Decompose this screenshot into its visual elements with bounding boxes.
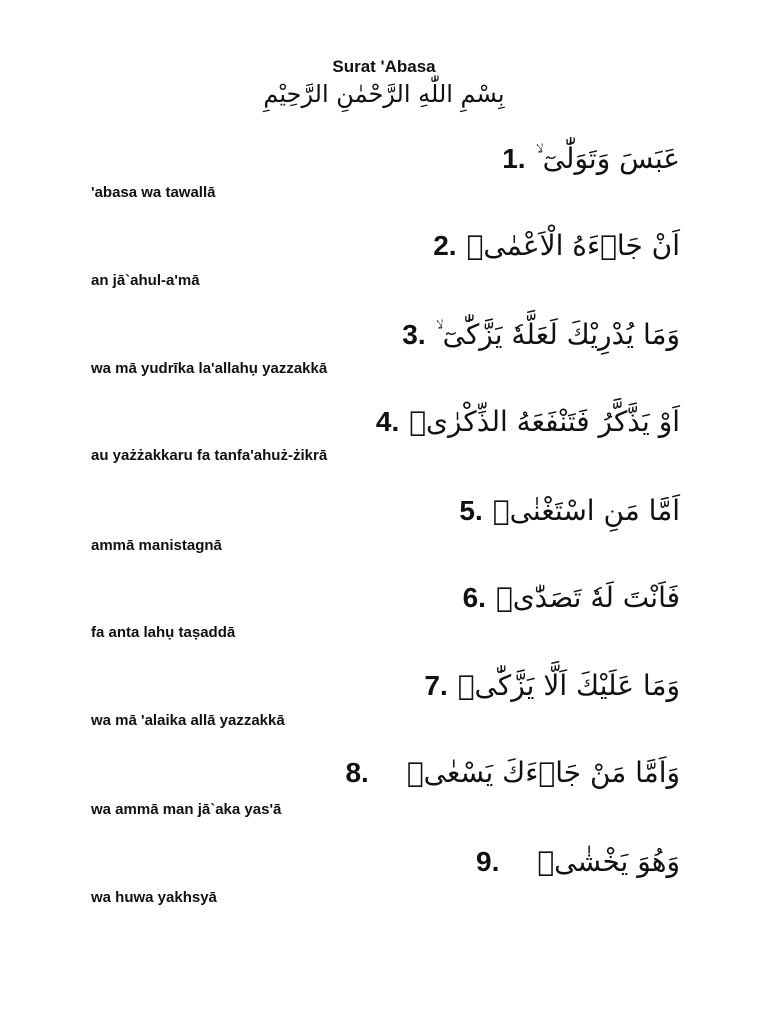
verse-arabic: وَمَا عَلَيْكَ اَلَّا يَزَّكّٰىۗ — [457, 669, 680, 702]
verse-arabic: وَمَا يُدْرِيْكَ لَعَلَّهٗ يَزَّكّٰىٓ ۙ — [435, 318, 680, 351]
verse-transliteration: wa huwa yakhsyā — [91, 889, 217, 906]
verse-number: 7. — [424, 669, 448, 701]
verse-number: 9. — [476, 845, 500, 877]
verse-arabic: اَنْ جَاۤءَهُ الْاَعْمٰىۗ — [466, 229, 680, 262]
verse-arabic: عَبَسَ وَتَوَلّٰىٓ ۙ — [535, 142, 680, 175]
verse-number: 2. — [433, 229, 457, 261]
verse-6 — [463, 581, 680, 614]
verse-transliteration: wa mā 'alaika allā yazzakkā — [91, 712, 285, 729]
verse-transliteration: an jā`ahul-a'mā — [91, 272, 200, 289]
verse-9 — [476, 845, 680, 878]
basmala: بِسْمِ اللّٰهِ الرَّحْمٰنِ الرَّحِيْمِ — [263, 80, 505, 108]
verse-3 — [402, 318, 680, 352]
verse-4 — [376, 405, 680, 438]
verse-1 — [502, 142, 680, 176]
verse-7 — [424, 669, 680, 702]
verse-arabic: وَاَمَّا مَنْ جَاۤءَكَ يَسْعٰىۙ — [406, 756, 680, 789]
surah-title: Surat 'Abasa — [332, 57, 436, 76]
verse-number: 1. — [502, 143, 526, 174]
verse-8 — [345, 756, 680, 789]
verse-number: 3. — [402, 319, 426, 350]
verse-arabic: اَوْ يَذَّكَّرُ فَتَنْفَعَهُ الذِّكْرٰىۗ — [409, 405, 680, 438]
verse-number: 5. — [459, 494, 483, 526]
verse-transliteration: fa anta lahụ taṣaddā — [91, 624, 236, 641]
verse-transliteration: wa mā yudrīka la'allahụ yazzakkā — [91, 360, 328, 377]
verse-number: 8. — [345, 756, 369, 788]
verse-arabic: فَاَنْتَ لَهٗ تَصَدّٰىۗ — [495, 581, 680, 614]
verse-arabic: اَمَّا مَنِ اسْتَغْنٰىۙ — [492, 494, 680, 527]
verse-number: 4. — [375, 405, 400, 437]
verse-transliteration: au yażżakkaru fa tanfa'ahuż-żikrā — [91, 447, 328, 464]
verse-transliteration: ammā manistagnā — [91, 537, 222, 554]
verse-5 — [459, 494, 680, 527]
verse-2 — [433, 229, 680, 262]
verse-transliteration: wa ammā man jā`aka yas'ā — [91, 801, 282, 818]
verse-number: 6. — [462, 581, 486, 613]
verse-arabic: وَهُوَ يَخْشٰىۙ — [537, 845, 680, 878]
verse-transliteration: 'abasa wa tawallā — [91, 184, 216, 201]
